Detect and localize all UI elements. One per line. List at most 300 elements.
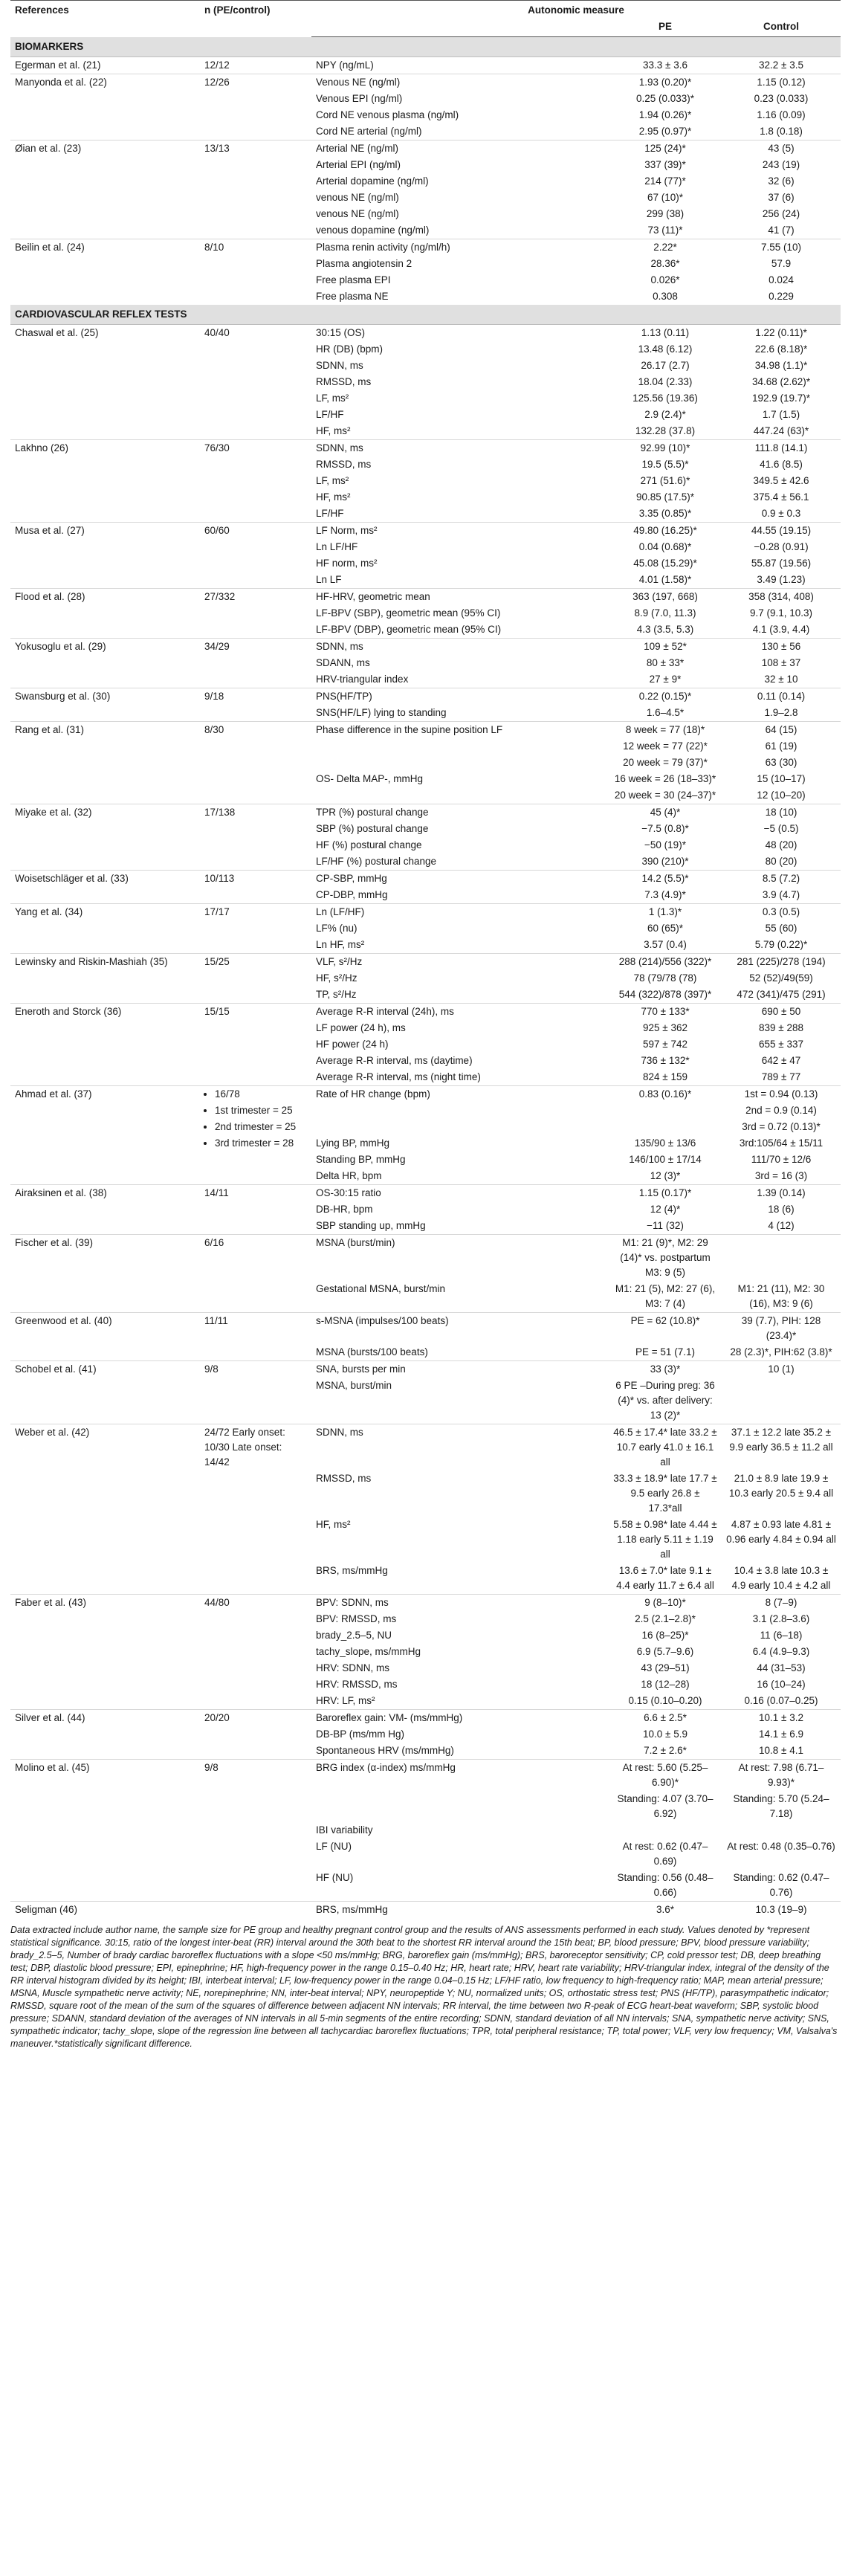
control-value: 44 (31–53): [757, 1662, 806, 1673]
control-value: 690 ± 50: [722, 1004, 841, 1021]
measure-name: Ln HF, ms²: [316, 939, 365, 950]
study-sample-size: 76/30: [200, 440, 311, 523]
study-reference: Faber et al. (43): [10, 1595, 200, 1710]
measure-name: HF power (24 h): [316, 1039, 389, 1050]
measure-name: BRS, ms/mmHg: [311, 1902, 609, 1919]
pe-value: [609, 1103, 722, 1119]
measure-name: HF, s²/Hz: [316, 972, 357, 984]
pe-value: 337 (39)*: [644, 159, 686, 170]
control-value: −5 (0.5): [763, 823, 799, 834]
pe-value: 4.3 (3.5, 5.3): [636, 624, 694, 635]
pe-value: 16 (8–25)*: [641, 1630, 689, 1641]
pe-value: 73 (11)*: [647, 225, 683, 236]
study-reference: Yokusoglu et al. (29): [10, 639, 200, 688]
measure-name: Ln LF/HF: [316, 541, 358, 552]
control-value: 34.68 (2.62)*: [751, 376, 811, 387]
control-value: 111.8 (14.1): [722, 440, 841, 457]
pe-value: 7.2 ± 2.6*: [644, 1745, 687, 1756]
control-value: 4.87 ± 0.93 late 4.81 ± 0.96 early 4.84 ± 0.94 all: [726, 1519, 836, 1545]
pe-value: 20 week = 30 (24–37)*: [614, 790, 716, 801]
measure-name: venous dopamine (ng/ml): [316, 225, 430, 236]
measure-name: Rate of HR change (bpm): [311, 1086, 609, 1103]
control-value: 1st = 0.94 (0.13): [722, 1086, 841, 1103]
pe-value: 2.5 (2.1–2.8)*: [635, 1613, 696, 1624]
control-value: 3rd = 0.72 (0.13)*: [742, 1121, 821, 1132]
measure-name: LF (NU): [316, 1841, 352, 1852]
control-value: 130 ± 56: [722, 639, 841, 656]
pe-value: 12 (4)*: [650, 1204, 681, 1215]
measure-name: venous NE (ng/ml): [316, 192, 399, 203]
table-row: [10, 639, 841, 656]
study-reference: Seligman (46): [10, 1902, 200, 1919]
control-value: 0.024: [769, 274, 794, 285]
measure-name: MSNA, burst/min: [316, 1380, 392, 1391]
pe-value: 92.99 (10)*: [609, 440, 722, 457]
measure-name: [311, 787, 609, 804]
measure-name: [311, 1103, 609, 1119]
pe-value: 28.36*: [650, 258, 680, 269]
measure-name: SBP standing up, mmHg: [316, 1220, 426, 1231]
table-header: [10, 1, 841, 37]
pe-value: −50 (19)*: [644, 839, 686, 850]
control-value: 80 (20): [765, 856, 797, 867]
pe-value: 3.57 (0.4): [644, 939, 687, 950]
table-row: [10, 141, 841, 158]
measure-name: LF Norm, ms²: [311, 523, 609, 540]
control-value: 32 (6): [768, 175, 795, 187]
measure-name: DB-HR, bpm: [316, 1204, 373, 1215]
measure-name: Gestational MSNA, burst/min: [316, 1283, 446, 1294]
study-reference: Musa et al. (27): [10, 523, 200, 589]
pe-value: 0.308: [653, 291, 678, 302]
control-value: 12 (10–20): [757, 790, 806, 801]
control-value: 55.87 (19.56): [751, 558, 812, 569]
table-row: [10, 871, 841, 888]
measure-name: Average R-R interval, ms (daytime): [316, 1055, 473, 1066]
control-value: 7.55 (10): [722, 239, 841, 256]
measure-name: Spontaneous HRV (ms/mmHg): [316, 1745, 454, 1756]
control-value: 16 (10–24): [757, 1679, 806, 1690]
control-value: 9.7 (9.1, 10.3): [749, 607, 813, 619]
sample-size-item: • 1st trimester = 25: [215, 1103, 307, 1118]
pe-value: M1: 21 (5), M2: 27 (6), M3: 7 (4): [615, 1283, 716, 1309]
study-reference: Molino et al. (45): [10, 1760, 200, 1902]
pe-value: 770 ± 133*: [609, 1004, 722, 1021]
measure-name: HF, ms²: [316, 1519, 351, 1530]
control-value: −0.28 (0.91): [754, 541, 809, 552]
pe-value: 7.3 (4.9)*: [644, 889, 686, 900]
pe-value: 13.48 (6.12): [638, 343, 693, 355]
control-value: 472 (341)/475 (291): [737, 989, 826, 1000]
table-row: [10, 440, 841, 457]
study-sample-size: 6/16: [200, 1235, 311, 1313]
header-measure-blank: [311, 19, 609, 37]
control-value: 243 (19): [762, 159, 800, 170]
study-reference: Ahmad et al. (37): [10, 1086, 200, 1185]
measure-name: SNA, bursts per min: [311, 1361, 609, 1378]
pe-value: 1.15 (0.17)*: [609, 1185, 722, 1202]
table-row: [10, 954, 841, 971]
measure-name: Venous NE (ng/ml): [311, 74, 609, 91]
measure-name: Baroreflex gain: VM- (ms/mmHg): [311, 1710, 609, 1727]
control-value: 4 (12): [768, 1220, 795, 1231]
study-reference: Øian et al. (23): [10, 141, 200, 239]
control-value: 18 (10): [722, 804, 841, 821]
table-row: [10, 57, 841, 74]
control-value: 52 (52)/49(59): [749, 972, 813, 984]
study-reference: Manyonda et al. (22): [10, 74, 200, 141]
study-sample-size: 24/72 Early onset: 10/30 Late onset: 14/42: [200, 1424, 311, 1595]
study-reference: Schobel et al. (41): [10, 1361, 200, 1424]
pe-value: 125 (24)*: [609, 141, 722, 158]
pe-value: [609, 1119, 722, 1135]
study-sample-size: 27/332: [200, 589, 311, 639]
measure-name: s-MSNA (impulses/100 beats): [311, 1313, 609, 1345]
study-sample-size: 17/17: [200, 904, 311, 954]
pe-value: 14.2 (5.5)*: [609, 871, 722, 888]
measure-name: [311, 755, 609, 771]
pe-value: Standing: 4.07 (3.70–6.92): [617, 1793, 714, 1819]
pe-value: 16 week = 26 (18–33)*: [614, 773, 716, 784]
measure-name: Arterial EPI (ng/ml): [316, 159, 401, 170]
measure-name: BPV: SDNN, ms: [311, 1595, 609, 1612]
study-reference: Miyake et al. (32): [10, 804, 200, 871]
section-header-row: [10, 305, 841, 325]
control-value: 28 (2.3)*, PIH:62 (3.8)*: [730, 1346, 832, 1358]
control-value: 10.3 (19–9): [722, 1902, 841, 1919]
measure-name: [311, 738, 609, 755]
sample-size-item: • 2nd trimester = 25: [215, 1120, 307, 1134]
pe-value: 3.35 (0.85)*: [638, 508, 692, 519]
control-value: 21.0 ± 8.9 late 19.9 ± 10.3 early 20.5 ± 9.4 all: [728, 1473, 834, 1499]
study-reference: Fischer et al. (39): [10, 1235, 200, 1313]
pe-value: 12 (3)*: [650, 1170, 681, 1181]
study-sample-size: 12/12: [200, 57, 311, 74]
measure-name: HRV-triangular index: [316, 674, 409, 685]
sample-size-item: • 3rd trimester = 28: [215, 1136, 307, 1151]
measure-name: LF, ms²: [316, 475, 349, 486]
measure-name: LF% (nu): [316, 923, 357, 934]
control-value: 55 (60): [765, 923, 797, 934]
study-sample-size: 8/10: [200, 239, 311, 306]
pe-value: 8.9 (7.0, 11.3): [634, 607, 696, 619]
pe-value: 5.58 ± 0.98* late 4.44 ± 1.18 early 5.11 ± 1.19 all: [613, 1519, 717, 1560]
pe-value: 20 week = 79 (37)*: [623, 757, 708, 768]
study-reference: Woisetschläger et al. (33): [10, 871, 200, 904]
measure-name: tachy_slope, ms/mmHg: [316, 1646, 421, 1657]
pe-value: 67 (10)*: [647, 192, 684, 203]
study-reference: Lakhno (26): [10, 440, 200, 523]
table-row: [10, 523, 841, 540]
measure-name: SDANN, ms: [316, 657, 370, 668]
pe-value: 78 (79/78 (78): [633, 972, 697, 984]
control-value: [722, 1378, 841, 1424]
control-value: 41.6 (8.5): [760, 459, 803, 470]
measure-name: LF, ms²: [316, 393, 349, 404]
measure-name: LF/HF: [316, 409, 344, 420]
study-reference: Greenwood et al. (40): [10, 1313, 200, 1361]
control-value: 44.55 (19.15): [722, 523, 841, 540]
study-reference: Weber et al. (42): [10, 1424, 200, 1595]
pe-value: 90.85 (17.5)*: [635, 491, 695, 503]
control-value: 256 (24): [762, 208, 800, 219]
control-value: 1.9–2.8: [764, 707, 798, 718]
measure-name: SDNN, ms: [311, 1424, 609, 1471]
measure-name: Free plasma EPI: [316, 274, 391, 285]
pe-value: PE = 51 (7.1): [635, 1346, 695, 1358]
measure-name: SDNN, ms: [311, 639, 609, 656]
control-value: 10 (1): [722, 1361, 841, 1378]
pe-value: At rest: 0.62 (0.47–0.69): [622, 1841, 708, 1867]
pe-value: 1.93 (0.20)*: [609, 74, 722, 91]
table-row: [10, 74, 841, 91]
study-sample-size: [200, 1086, 311, 1185]
control-value: 63 (30): [765, 757, 797, 768]
study-reference: Rang et al. (31): [10, 722, 200, 804]
control-value: 2nd = 0.9 (0.14): [745, 1105, 817, 1116]
pe-value: 10.0 ± 5.9: [643, 1728, 687, 1740]
pe-value: 1 (1.3)*: [609, 904, 722, 921]
control-value: 789 ± 77: [761, 1071, 801, 1082]
study-sample-size: 9/8: [200, 1760, 311, 1902]
pe-value: 125.56 (19.36): [632, 393, 698, 404]
pe-value: 13.6 ± 7.0* late 9.1 ± 4.4 early 11.7 ± 6.4 all: [616, 1565, 714, 1591]
table-row: [10, 1361, 841, 1378]
pe-value: [609, 1822, 722, 1839]
pe-value: 6.9 (5.7–9.6): [636, 1646, 694, 1657]
pe-value: −11 (32): [647, 1220, 684, 1231]
control-value: 14.1 ± 6.9: [759, 1728, 803, 1740]
measure-name: RMSSD, ms: [316, 459, 372, 470]
measure-name: Plasma renin activity (ng/ml/h): [311, 239, 609, 256]
measure-name: RMSSD, ms: [316, 1473, 372, 1484]
measure-name: TPR (%) postural change: [311, 804, 609, 821]
study-sample-size: 12/26: [200, 74, 311, 141]
control-value: Standing: 0.62 (0.47–0.76): [733, 1872, 829, 1898]
control-value: 0.11 (0.14): [722, 688, 841, 706]
study-reference: Silver et al. (44): [10, 1710, 200, 1760]
study-sample-size: 13/13: [200, 141, 311, 239]
pe-value: 824 ± 159: [643, 1071, 687, 1082]
control-value: 358 (314, 408): [722, 589, 841, 606]
measure-name: Phase difference in the supine position LF: [311, 722, 609, 739]
measure-name: LF power (24 h), ms: [316, 1022, 406, 1033]
study-sample-size: [200, 1902, 311, 1919]
table-row: [10, 688, 841, 706]
measure-name: OS- Delta MAP-, mmHg: [316, 773, 424, 784]
control-value: 3.49 (1.23): [757, 574, 806, 585]
measure-name: BRG index (α-index) ms/mmHg: [311, 1760, 609, 1792]
pe-value: 544 (322)/878 (397)*: [618, 989, 712, 1000]
measure-name: TP, s²/Hz: [316, 989, 357, 1000]
table-row: [10, 589, 841, 606]
pe-value: 597 ± 742: [643, 1039, 687, 1050]
control-value: 61 (19): [765, 740, 797, 752]
control-value: 447.24 (63)*: [753, 425, 809, 436]
control-value: 1.39 (0.14): [722, 1185, 841, 1202]
pe-value: 33.3 ± 3.6: [609, 57, 722, 74]
control-value: Standing: 5.70 (5.24–7.18): [733, 1793, 829, 1819]
control-value: 0.23 (0.033): [754, 93, 809, 104]
measure-name: Cord NE venous plasma (ng/ml): [316, 109, 459, 120]
pe-value: 214 (77)*: [644, 175, 686, 187]
measure-name: SDNN, ms: [311, 440, 609, 457]
pe-value: 33.3 ± 18.9* late 17.7 ± 9.5 early 26.8 ± 17.3*all: [613, 1473, 717, 1514]
table-row: [10, 1902, 841, 1919]
control-value: 43 (5): [722, 141, 841, 158]
measure-name: venous NE (ng/ml): [316, 208, 399, 219]
control-value: 34.98 (1.1)*: [754, 360, 808, 371]
measure-name: Ln LF: [316, 574, 342, 585]
measure-name: Arterial NE (ng/ml): [311, 141, 609, 158]
control-value: 41 (7): [768, 225, 795, 236]
pe-value: 1.13 (0.11): [609, 325, 722, 342]
study-sample-size: 17/138: [200, 804, 311, 871]
control-value: 281 (225)/278 (194): [722, 954, 841, 971]
table-row: [10, 239, 841, 256]
pe-value: PE = 62 (10.8)*: [609, 1313, 722, 1345]
control-value: 0.16 (0.07–0.25): [744, 1695, 818, 1706]
study-sample-size: 9/18: [200, 688, 311, 722]
pe-value: 2.9 (2.4)*: [644, 409, 686, 420]
control-value: 1.22 (0.11)*: [722, 325, 841, 342]
table-row: [10, 1760, 841, 1792]
study-reference: Lewinsky and Riskin-Mashiah (35): [10, 954, 200, 1004]
measure-name: LF-BPV (SBP), geometric mean (95% CI): [316, 607, 501, 619]
table-row: [10, 1424, 841, 1471]
control-value: 64 (15): [722, 722, 841, 739]
measure-name: Standing BP, mmHg: [316, 1154, 406, 1165]
pe-value: −7.5 (0.8)*: [641, 823, 689, 834]
measure-name: RMSSD, ms: [316, 376, 372, 387]
pe-value: 0.026*: [650, 274, 680, 285]
control-value: 10.1 ± 3.2: [722, 1710, 841, 1727]
study-reference: Beilin et al. (24): [10, 239, 200, 306]
measure-name: HF, ms²: [316, 491, 351, 503]
control-value: 32 ± 10: [764, 674, 798, 685]
control-value: 3rd:105/64 ± 15/11: [739, 1137, 824, 1149]
measure-name: NPY (ng/mL): [311, 57, 609, 74]
control-value: 375.4 ± 56.1: [753, 491, 809, 503]
measure-name: BPV: RMSSD, ms: [316, 1613, 397, 1624]
measure-name: MSNA (burst/min): [311, 1235, 609, 1282]
measure-name: LF/HF: [316, 508, 344, 519]
measure-name: Lying BP, mmHg: [316, 1137, 390, 1149]
pe-value: 299 (38): [646, 208, 685, 219]
control-value: 11 (6–18): [760, 1630, 803, 1641]
measure-name: CP-SBP, mmHg: [311, 871, 609, 888]
pe-value: 8 week = 77 (18)*: [609, 722, 722, 739]
measure-name: Free plasma NE: [316, 291, 389, 302]
measure-name: LF-BPV (DBP), geometric mean (95% CI): [316, 624, 502, 635]
section-title: CARDIOVASCULAR REFLEX TESTS: [10, 305, 841, 325]
pe-value: 390 (210)*: [641, 856, 689, 867]
pe-value: 60 (65)*: [647, 923, 684, 934]
control-value: 3.1 (2.8–3.6): [752, 1613, 810, 1624]
table-row: [10, 1313, 841, 1345]
pe-value: 9 (8–10)*: [609, 1595, 722, 1612]
control-value: 4.1 (3.9, 4.4): [752, 624, 810, 635]
study-sample-size: 34/29: [200, 639, 311, 688]
pe-value: 18 (12–28): [641, 1679, 690, 1690]
sample-size-list: [204, 1087, 307, 1151]
pe-value: 0.25 (0.033)*: [635, 93, 695, 104]
table-row: [10, 325, 841, 342]
control-value: 642 ± 47: [761, 1055, 801, 1066]
pe-value: 46.5 ± 17.4* late 33.2 ± 10.7 early 41.0 ± 16.1 all: [609, 1424, 722, 1471]
table-footnote: Data extracted include author name, the sample size for PE group and healthy pregnant control group and the results of ANS assessments performed in each study. Values denoted by *represent statistical significance. 30:15, ratio of the longest inter-beat (RR) interval around the 30th beat to the shortest RR interval around the 15th beat; BP, blood pressure; BPV, blood pressure variability; brady_2.5–5, Number of brady cardiac baroreflex fluctuations with a slope <50 ms/mmHg; BRG, baroreflex gain (ms/mmHg); BRS, baroreceptor sensitivity; CP, cold pressor test; DB, deep breathing test; DBP, diastolic blood pressure; EPI, epinephrine; HF, high-frequency power in the range 0.15–0.40 Hz; HR, heart rate; HRV, heart rate variability; HRV-triangular index, integral of the density of the RR interval histogram divided by its height; IBI, interbeat interval; LF, low-frequency power in the range 0.04–0.15 Hz; LF/HF ratio, low frequency to high-frequency ratio; MAP, mean arterial pressure; MSNA, Muscle sympathetic nerve activity; NE, norepinephrine; NN, inter-beat interval; NPY, neuropeptide Y; NU, normalized units; OS, orthostatic stress test; PNS (HF/TP), parasympathetic indicator; RMSSD, square root of the mean of the sum of the squares of difference between adjacent NN intervals; RR interval, the time between two R-peak of ECG heart-beat waveform; SBP, systolic blood pressure; SDANN, standard deviation of the averages of NN intervals in all 5-min segments of the entire recording; SDNN, standard deviation of all NN intervals; SNA, sympathetic nerve activity; SNS, sympathetic indicator; tachy_slope, slope of the regression line between all tachycardiac baroreflex fluctuations; TPR, total peripheral resistance; TP, total power; VLF, very low frequency; VM, Valsalva's maneuver.*statistically significant difference.: [10, 1925, 838, 2049]
pe-value: 736 ± 132*: [641, 1055, 690, 1066]
control-value: 108 ± 37: [761, 657, 801, 668]
table-row: [10, 722, 841, 739]
control-value: 0.9 ± 0.3: [761, 508, 801, 519]
control-value: 1.8 (0.18): [760, 126, 803, 137]
pe-value: 33 (3)*: [609, 1361, 722, 1378]
pe-value: 12 week = 77 (22)*: [623, 740, 708, 752]
measure-name: DB-BP (ms/mm Hg): [316, 1728, 405, 1740]
control-value: 15 (10–17): [757, 773, 806, 784]
measure-name: HR (DB) (bpm): [316, 343, 383, 355]
measure-name: Cord NE arterial (ng/ml): [316, 126, 422, 137]
control-value: 22.6 (8.18)*: [754, 343, 808, 355]
pe-value: 6.6 ± 2.5*: [609, 1710, 722, 1727]
pe-value: 45.08 (15.29)*: [633, 558, 697, 569]
measure-name: HF (%) postural change: [316, 839, 422, 850]
study-reference: Yang et al. (34): [10, 904, 200, 954]
ans-results-table: [10, 0, 841, 1918]
measure-name: OS-30:15 ratio: [311, 1185, 609, 1202]
pe-value: 271 (51.6)*: [640, 475, 690, 486]
measure-name: Average R-R interval, ms (night time): [316, 1071, 481, 1082]
pe-value: 0.22 (0.15)*: [609, 688, 722, 706]
measure-name: SDNN, ms: [316, 360, 363, 371]
control-value: 655 ± 337: [759, 1039, 803, 1050]
control-value: 1.7 (1.5): [762, 409, 800, 420]
control-value: 5.79 (0.22)*: [754, 939, 808, 950]
pe-value: 45 (4)*: [609, 804, 722, 821]
pe-value: 132.28 (37.8): [635, 425, 696, 436]
section-title: BIOMARKERS: [10, 37, 841, 57]
control-value: M1: 21 (11), M2: 30 (16), M3: 9 (6): [737, 1283, 825, 1309]
pe-value: 18.04 (2.33): [638, 376, 693, 387]
pe-value: 363 (197, 668): [609, 589, 722, 606]
table-row: [10, 904, 841, 921]
measure-name: HF (NU): [316, 1872, 354, 1883]
control-value: 37 (6): [768, 192, 795, 203]
sample-size-item: • 16/78: [215, 1087, 307, 1102]
measure-name: VLF, s²/Hz: [311, 954, 609, 971]
measure-name: HF, ms²: [316, 425, 351, 436]
control-value: 10.4 ± 3.8 late 10.3 ± 4.9 early 10.4 ± 4.2 all: [731, 1565, 831, 1591]
study-reference: Chaswal et al. (25): [10, 325, 200, 440]
table-row: [10, 1086, 841, 1103]
control-value: 8.5 (7.2): [722, 871, 841, 888]
pe-value: 6 PE –During preg: 36 (4)* vs. after delivery: 13 (2)*: [615, 1380, 715, 1421]
measure-name: HF-HRV, geometric mean: [311, 589, 609, 606]
study-sample-size: 40/40: [200, 325, 311, 440]
pe-value: 0.04 (0.68)*: [638, 541, 692, 552]
pe-value: M1: 21 (9)*, M2: 29 (14)* vs. postpartum M3: 9 (5): [609, 1235, 722, 1282]
control-value: 6.4 (4.9–9.3): [752, 1646, 810, 1657]
measure-name: Venous EPI (ng/ml): [316, 93, 403, 104]
measure-name: HRV: RMSSD, ms: [316, 1679, 398, 1690]
measure-name: CP-DBP, mmHg: [316, 889, 388, 900]
pe-value: 27 ± 9*: [649, 674, 682, 685]
measure-name: [311, 1119, 609, 1135]
control-value: 0.229: [769, 291, 794, 302]
measure-name: Arterial dopamine (ng/ml): [316, 175, 429, 187]
pe-value: 288 (214)/556 (322)*: [609, 954, 722, 971]
